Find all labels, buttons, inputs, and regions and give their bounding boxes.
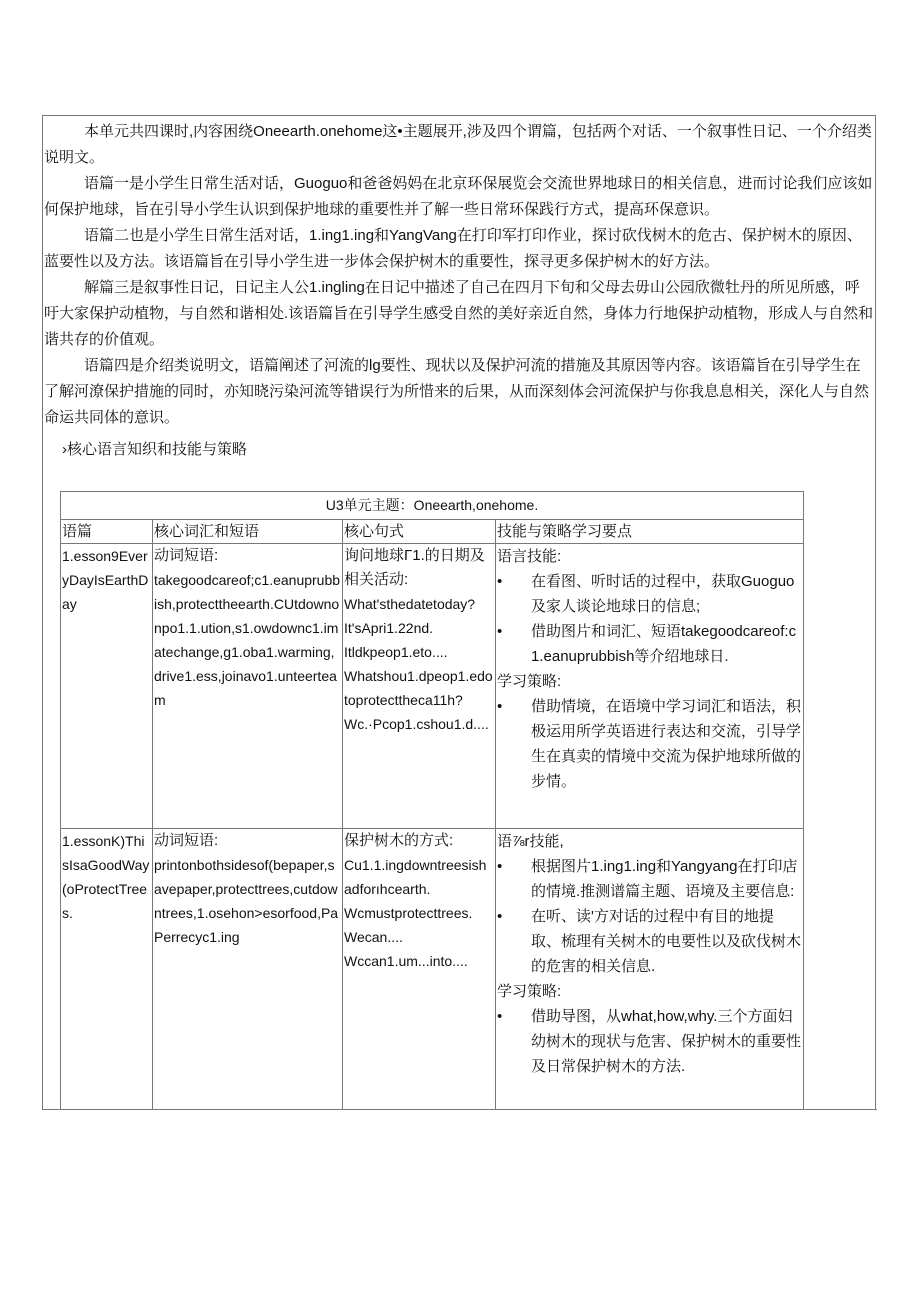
sentence: Cu1.1.ingdowntreesishadforıhcearth.: [344, 857, 487, 897]
bullet-item: [497, 904, 802, 979]
skills-heading: 语言技能:: [497, 548, 562, 565]
header-cell: 核心词汇和短语: [153, 520, 343, 544]
skills-heading: 学习策略:: [497, 983, 562, 1000]
bullet-text: 在看图、听时话的过程中，获取Guoguo及家人谈论地球日的信息;: [531, 573, 795, 615]
bullet-item: [497, 1004, 802, 1079]
sentence: Itldkpeop1.eto....: [344, 644, 448, 660]
intro-paragraph: 语篇一是小学生日常生活对话，Guoguo和爸爸妈妈在北京环保展览会交流世界地球日的相关信息，进而讨论我们应该如何保护地球，旨在引导小学生认识到保护地球的重要性并了解一些日常环保践行方式，提高环保意识。: [44, 175, 873, 218]
bullet-icon: •: [497, 573, 503, 590]
sentence-heading: 保护树木的方式:: [344, 832, 454, 849]
sentence-heading: 询问地球Γ1.的日期及相关活动:: [344, 547, 485, 588]
bullet-item: [497, 569, 802, 619]
bullet-icon: •: [497, 858, 503, 875]
skills-cell: [496, 829, 804, 1110]
bullet-item: [497, 854, 802, 904]
table-title: U3单元主题：Oneearth,onehome.: [61, 492, 804, 520]
bullet-icon: •: [497, 623, 503, 640]
vocab-text: takegoodcareof;c1.eanuprubbish,protecttheearth.CUtdownonpo1.1.ution,s1.owdownc1.imatechange,g1.oba1.warming,drive1.ess,joinavo1.unteerteam: [154, 572, 341, 708]
vocab-label: 动词短语:: [154, 547, 219, 564]
sentence: Wcmustprotecttrees.: [344, 905, 473, 921]
header-cell: 核心句式: [343, 520, 496, 544]
bullet-text: 在听、读'方对话的过程中有目的地提取、梳理有关树木的电要性以及砍伐树木的危害的相关信息.: [531, 908, 802, 975]
header-cell: 语篇: [61, 520, 153, 544]
sentence: Wecan....: [344, 929, 403, 945]
intro-paragraph: 解篇三是叙事性日记，日记主人公1.ingling在日记中描述了自己在四月下旬和父母去毋山公园欣微牡丹的所见所感，呼吁大家保护动植物，与自然和谐相处.该语篇旨在引导学生感受自然的美好亲近自然，身体力行地保护动植物，形成人与自然和谐共存的价值观。: [44, 279, 874, 348]
unit-table: [60, 491, 804, 1110]
header-cell: 技能与策略学习要点: [496, 520, 804, 544]
bullet-text: 借助导图，从what,how,why.三个方面妇幼树木的现状与危害、保护树木的重要性及日常保护树木的方法.: [531, 1008, 802, 1075]
bullet-text: 借助情境，在语境中学习词汇和语法，积极运用所学英语进行表达和交流，引导学生在真卖的情境中交流为保护地球所做的步情。: [531, 698, 802, 790]
bullet-text: 借助图片和词汇、短语takegoodcareof:c1.eanuprubbish等介绍地球日.: [531, 623, 797, 665]
intro-section: [44, 119, 874, 463]
bullet-icon: •: [497, 1008, 503, 1025]
intro-paragraph: 语篇二也是小学生日常生活对话，1.ing1.ing和YangVang在打印军打印作业，探讨砍伐树木的危古、保护树木的原因、蓝要性以及方法。该语篇旨在引导小学生进一步体会保护树木的重要性，探寻更多保护树木的好方法。: [44, 227, 862, 270]
sentence: Wccan1.um...into....: [344, 953, 468, 969]
table-row: [61, 544, 804, 829]
vocab-label: 动词短语:: [154, 832, 219, 849]
sentence: Wc.·Pcop1.cshou1.d....: [344, 716, 489, 732]
vocab-text: printonbothsidesof(bepaper,savepaper,protecttrees,cutdowntrees,1.osehon>esorfood,PaPerrecyc1.ing: [154, 857, 339, 945]
sentences-cell: [343, 829, 496, 1110]
section-subheading: ›核心语言知织和技能与策略: [62, 441, 247, 458]
table-header-row: [61, 520, 804, 544]
skills-heading: 学习策略:: [497, 673, 562, 690]
bullet-icon: •: [497, 908, 503, 925]
vocab-cell: [153, 829, 343, 1110]
sentence: What'sthedatetoday?: [344, 596, 476, 612]
bullet-text: 根据图片1.ing1.ing和Yangyang在打印店的情境.推测谱篇主题、语境及主要信息:: [531, 858, 798, 900]
skills-cell: [496, 544, 804, 829]
vocab-cell: [153, 544, 343, 829]
bullet-icon: •: [497, 698, 503, 715]
intro-paragraph: 语篇四是介绍类说明文，语篇阐述了河流的lg要性、现状以及保护河流的措施及其原因等内容。该语篇旨在引导学生在了解河潦保护措施的同时，亦知晓污染河流等错误行为所惜来的后果，从而深刻体会河流保护与你我息息相关，深化人与自然命运共同体的意识。: [44, 357, 870, 426]
lesson-cell: 1.esson9EveryDayIsEarthDay: [61, 544, 153, 829]
sentences-cell: [343, 544, 496, 829]
intro-paragraph: 本单元共四课时,内容困绕Oneearth.onehome这•主题展开,涉及四个谓篇，包括两个对话、一个叙事性日记、一个介绍类说明文。: [44, 123, 872, 166]
skills-heading: 语⅞r技能,: [497, 833, 564, 850]
bullet-item: [497, 619, 802, 669]
table-row: [61, 829, 804, 1110]
lesson-cell: 1.essonK)ThisIsaGoodWay(oProtectTrees.: [61, 829, 153, 1110]
bullet-item: [497, 694, 802, 794]
sentence: It'sApri1.22nd.: [344, 620, 434, 636]
sentence: Whatshou1.dpeop1.edotoprotecttheca11h?: [344, 668, 493, 708]
